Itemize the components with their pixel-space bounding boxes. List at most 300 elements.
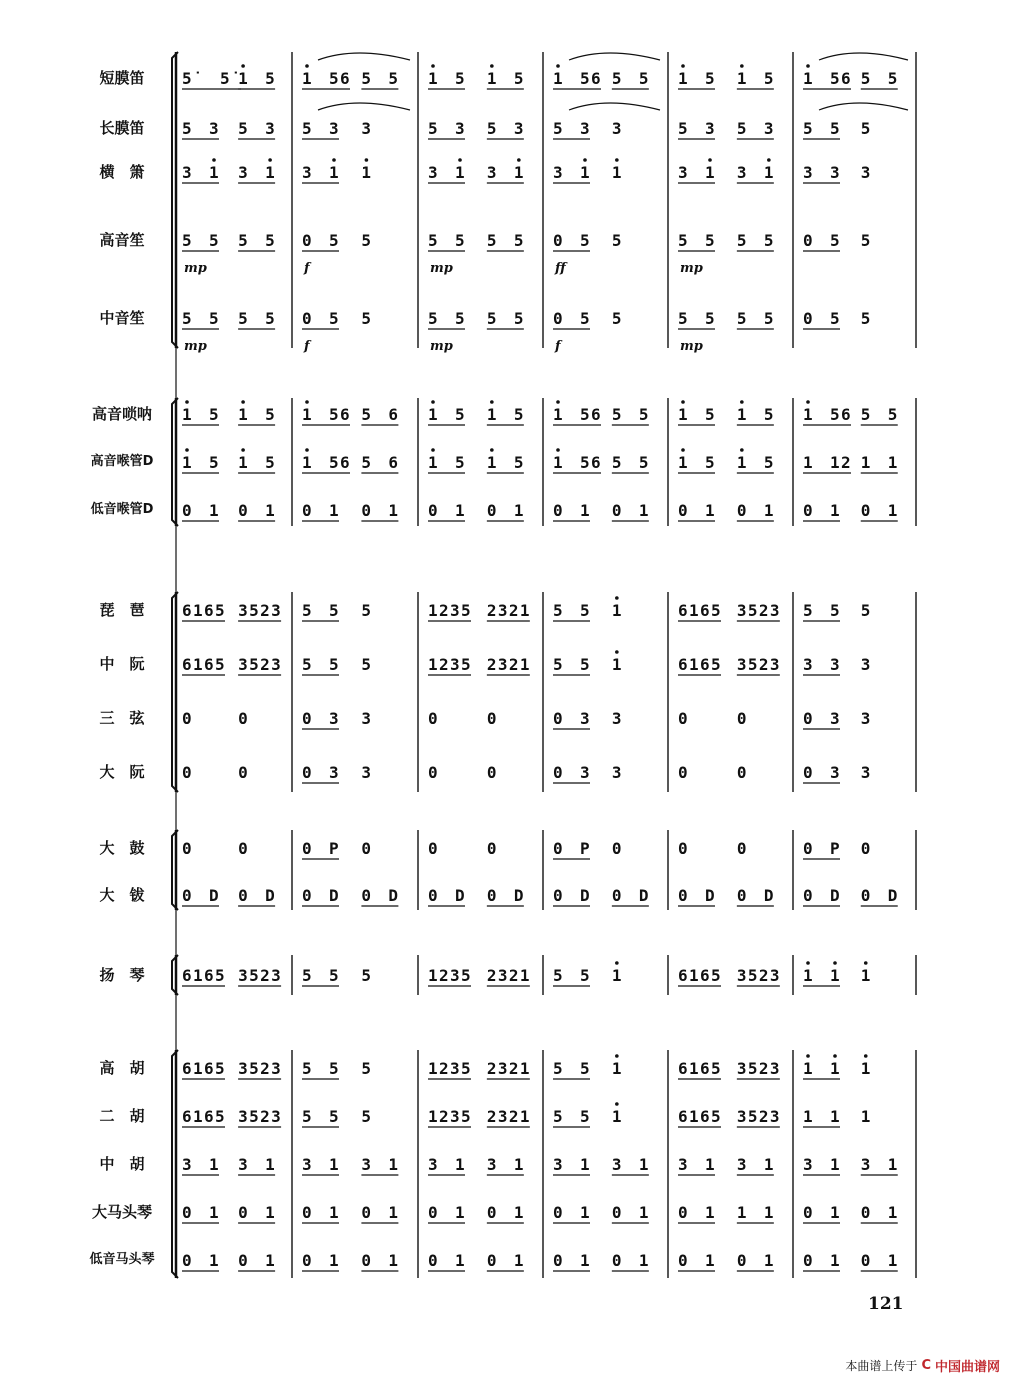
note-digit: 0 bbox=[803, 709, 813, 728]
octave-dot bbox=[365, 158, 369, 162]
note-digit: 1 bbox=[455, 163, 465, 182]
note-digit: 5 bbox=[329, 966, 339, 985]
note-digit: 5 bbox=[361, 655, 372, 674]
site-logo-icon: C bbox=[921, 1358, 931, 1373]
note-digit: 1 bbox=[830, 1155, 840, 1174]
note-digit: 0 bbox=[803, 886, 813, 905]
note-digit: 5 bbox=[329, 69, 339, 88]
note-digit: 0 bbox=[553, 763, 563, 782]
note-digit: 6 bbox=[678, 1107, 688, 1126]
note-digit: 0 bbox=[182, 886, 192, 905]
note-digit: 3 bbox=[265, 119, 275, 138]
note-digit: 5 bbox=[580, 231, 590, 250]
note-digit: 1 bbox=[265, 1155, 275, 1174]
note-digit: 6 bbox=[204, 1059, 214, 1078]
note-digit: 6 bbox=[700, 601, 710, 620]
note-digit: 5 bbox=[860, 231, 871, 250]
dynamic-mark: mp bbox=[680, 339, 703, 354]
note-digit: 5 bbox=[553, 1059, 563, 1078]
note-digit: 1 bbox=[830, 1059, 840, 1078]
note-digit: 0 bbox=[428, 1251, 438, 1270]
note-digit: 5 bbox=[736, 309, 747, 328]
note-digit: 1 bbox=[265, 1251, 275, 1270]
note-digit: 2 bbox=[758, 1107, 769, 1126]
note-digit: 3 bbox=[450, 966, 460, 985]
note-digit: 5 bbox=[830, 69, 840, 88]
octave-dot bbox=[806, 1054, 810, 1058]
instrument-label: 长膜笛 bbox=[99, 119, 145, 137]
instrument-label: 高音喉管D bbox=[90, 454, 154, 469]
note-digit: 3 bbox=[302, 163, 312, 182]
note-digit: 1 bbox=[193, 601, 203, 620]
note-digit: 3 bbox=[182, 1155, 192, 1174]
note-digit: 0 bbox=[238, 839, 248, 858]
note-digit: 1 bbox=[830, 966, 840, 985]
note-digit: 5 bbox=[638, 405, 649, 424]
note-digit: 5 bbox=[461, 1059, 471, 1078]
note-digit: 5 bbox=[361, 309, 372, 328]
instrument-label: 中 阮 bbox=[99, 655, 145, 673]
note-digit: 5 bbox=[455, 453, 465, 472]
note-digit: 0 bbox=[803, 1251, 813, 1270]
note-digit: 1 bbox=[361, 163, 372, 182]
note-digit: 0 bbox=[182, 839, 192, 858]
note-digit: 0 bbox=[302, 309, 312, 328]
note-digit: 1 bbox=[860, 1059, 871, 1078]
note-digit: 2 bbox=[260, 1059, 270, 1078]
note-digit: 1 bbox=[302, 453, 312, 472]
note-digit: 1 bbox=[455, 501, 465, 520]
octave-dot bbox=[241, 448, 245, 452]
note-digit: 3 bbox=[428, 163, 438, 182]
note-digit: 5 bbox=[209, 405, 219, 424]
note-digit: 3 bbox=[769, 601, 780, 620]
note-digit: 0 bbox=[302, 1251, 312, 1270]
note-digit: 5 bbox=[209, 309, 219, 328]
note-digit: 3 bbox=[361, 709, 372, 728]
octave-dot bbox=[431, 400, 435, 404]
note-digit: 5 bbox=[238, 119, 248, 138]
note-digit: 5 bbox=[513, 405, 524, 424]
note-digit: 5 bbox=[329, 601, 339, 620]
note-digit: 2 bbox=[486, 655, 497, 674]
octave-dot bbox=[806, 64, 810, 68]
note-digit: 2 bbox=[508, 966, 519, 985]
note-digit: 5 bbox=[302, 119, 312, 138]
note-digit: 2 bbox=[486, 1059, 497, 1078]
note-digit: 0 bbox=[553, 501, 563, 520]
note-digit: 0 bbox=[553, 709, 563, 728]
tie-arc bbox=[819, 53, 908, 60]
note-digit: 5 bbox=[513, 453, 524, 472]
note-digit: 0 bbox=[611, 886, 622, 905]
octave-dot bbox=[615, 650, 619, 654]
note-digit: 5 bbox=[803, 119, 813, 138]
octave-dot bbox=[431, 64, 435, 68]
note-digit: 1 bbox=[763, 1251, 774, 1270]
note-digit: 1 bbox=[580, 1155, 590, 1174]
instrument-label: 大 钹 bbox=[99, 886, 145, 904]
note-digit: 1 bbox=[803, 966, 813, 985]
note-digit: 1 bbox=[238, 405, 248, 424]
octave-dot bbox=[681, 400, 685, 404]
note-digit: 0 bbox=[361, 1251, 372, 1270]
note-digit: 1 bbox=[486, 69, 497, 88]
note-digit: 3 bbox=[497, 601, 508, 620]
note-digit: 0 bbox=[553, 839, 563, 858]
note-digit: 1 bbox=[705, 1251, 715, 1270]
note-digit: 2 bbox=[758, 601, 769, 620]
note-digit: 5 bbox=[705, 453, 715, 472]
note-digit: 1 bbox=[689, 1107, 699, 1126]
note-digit: 6 bbox=[678, 655, 688, 674]
note-digit: 3 bbox=[182, 163, 192, 182]
note-digit: 3 bbox=[830, 655, 840, 674]
note-digit: P bbox=[580, 839, 590, 858]
note-digit: 5 bbox=[553, 119, 563, 138]
note-digit: 5 bbox=[215, 655, 225, 674]
note-digit: 5 bbox=[302, 1107, 312, 1126]
note-digit: 3 bbox=[769, 1107, 780, 1126]
note-digit: 5 bbox=[678, 231, 688, 250]
note-digit: 0 bbox=[736, 1251, 747, 1270]
note-digit: 5 bbox=[182, 119, 192, 138]
note-digit: 3 bbox=[736, 601, 747, 620]
note-digit: 3 bbox=[497, 1107, 508, 1126]
note-digit: 5 bbox=[638, 453, 649, 472]
note-digit: 5 bbox=[736, 119, 747, 138]
note-digit: 3 bbox=[271, 1059, 281, 1078]
note-digit: 0 bbox=[238, 501, 248, 520]
dynamic-mark: mp bbox=[184, 339, 207, 354]
note-digit: 1 bbox=[329, 1251, 339, 1270]
note-digit: 3 bbox=[302, 1155, 312, 1174]
note-digit: 6 bbox=[678, 601, 688, 620]
note-digit: 1 bbox=[388, 1251, 399, 1270]
note-digit: 1 bbox=[887, 1251, 898, 1270]
note-digit: 1 bbox=[580, 1251, 590, 1270]
note-digit: 1 bbox=[689, 655, 699, 674]
note-digit: 5 bbox=[580, 405, 590, 424]
note-digit: 1 bbox=[830, 1203, 840, 1222]
note-digit: 5 bbox=[611, 453, 622, 472]
note-digit: 0 bbox=[736, 839, 747, 858]
note-digit: 0 bbox=[553, 309, 563, 328]
instrument-label: 三 弦 bbox=[99, 709, 145, 727]
dynamic-mark: mp bbox=[184, 261, 207, 276]
note-digit: 5 bbox=[428, 119, 438, 138]
note-digit: 5 bbox=[860, 119, 871, 138]
note-digit: P bbox=[329, 839, 339, 858]
note-digit: 0 bbox=[486, 886, 497, 905]
instrument-label: 大 鼓 bbox=[99, 839, 145, 857]
octave-dot bbox=[583, 158, 587, 162]
note-digit: 6 bbox=[700, 1059, 710, 1078]
note-digit: 1 bbox=[513, 1155, 524, 1174]
note-digit: 5 bbox=[705, 69, 715, 88]
note-digit: 2 bbox=[758, 655, 769, 674]
note-digit: 3 bbox=[513, 119, 524, 138]
note-digit: 1 bbox=[830, 453, 840, 472]
note-digit: 3 bbox=[209, 119, 219, 138]
note-digit: 3 bbox=[580, 119, 590, 138]
note-digit: 5 bbox=[329, 231, 339, 250]
note-digit: 5 bbox=[763, 453, 774, 472]
note-digit: 3 bbox=[580, 709, 590, 728]
note-digit: 3 bbox=[860, 1155, 871, 1174]
octave-dot bbox=[185, 448, 189, 452]
note-digit: 0 bbox=[182, 1203, 192, 1222]
tie-arc bbox=[569, 103, 660, 110]
octave-dot bbox=[615, 1102, 619, 1106]
note-digit: 1 bbox=[238, 453, 248, 472]
note-digit: 5 bbox=[860, 69, 871, 88]
note-digit: 1 bbox=[830, 501, 840, 520]
instrument-label: 横 箫 bbox=[99, 163, 145, 181]
note-digit: D bbox=[830, 886, 840, 905]
note-digit: 1 bbox=[428, 1107, 438, 1126]
note-digit: 0 bbox=[182, 709, 192, 728]
note-digit: 3 bbox=[803, 655, 813, 674]
dynamic-mark: mp bbox=[430, 339, 453, 354]
note-digit: 1 bbox=[486, 453, 497, 472]
octave-dot bbox=[615, 158, 619, 162]
note-digit: 5 bbox=[830, 309, 840, 328]
note-digit: 3 bbox=[763, 119, 774, 138]
note-digit: D bbox=[580, 886, 590, 905]
note-digit: 1 bbox=[803, 1059, 813, 1078]
note-digit: 1 bbox=[329, 501, 339, 520]
note-digit: 1 bbox=[519, 966, 530, 985]
note-digit: 5 bbox=[830, 119, 840, 138]
note-digit: 3 bbox=[736, 1155, 747, 1174]
note-digit: 6 bbox=[678, 966, 688, 985]
note-digit: 1 bbox=[182, 453, 192, 472]
note-digit: 5 bbox=[209, 453, 219, 472]
note-digit: 1 bbox=[265, 1203, 275, 1222]
note-digit: 3 bbox=[553, 163, 563, 182]
note-digit: 3 bbox=[580, 763, 590, 782]
note-digit: 3 bbox=[769, 655, 780, 674]
note-digit: 0 bbox=[302, 501, 312, 520]
note-digit: 5 bbox=[638, 69, 649, 88]
note-digit: 5 bbox=[486, 309, 497, 328]
note-digit: 0 bbox=[361, 501, 372, 520]
note-digit: 0 bbox=[486, 1203, 497, 1222]
note-digit: 1 bbox=[678, 405, 688, 424]
note-digit: 5 bbox=[711, 1107, 721, 1126]
note-digit: 0 bbox=[486, 501, 497, 520]
note-digit: 6 bbox=[700, 655, 710, 674]
note-digit: 1 bbox=[238, 69, 248, 88]
note-digit: 5 bbox=[428, 309, 438, 328]
note-digit: 5 bbox=[553, 966, 563, 985]
octave-dot bbox=[185, 400, 189, 404]
note-digit: 6 bbox=[591, 69, 601, 88]
note-digit: 3 bbox=[769, 966, 780, 985]
note-digit: 5 bbox=[747, 1107, 758, 1126]
note-digit: 6 bbox=[204, 601, 214, 620]
note-digit: 3 bbox=[803, 1155, 813, 1174]
note-digit: 2 bbox=[439, 1107, 449, 1126]
note-digit: 3 bbox=[238, 1107, 248, 1126]
octave-dot bbox=[833, 1054, 837, 1058]
note-digit: 0 bbox=[182, 1251, 192, 1270]
note-digit: 0 bbox=[238, 1203, 248, 1222]
note-digit: 1 bbox=[388, 501, 399, 520]
note-digit: 5 bbox=[329, 453, 339, 472]
note-digit: 1 bbox=[803, 405, 813, 424]
octave-dot bbox=[241, 64, 245, 68]
note-digit: 2 bbox=[486, 601, 497, 620]
note-digit: 1 bbox=[860, 966, 871, 985]
note-digit: 3 bbox=[271, 655, 281, 674]
note-digit: 3 bbox=[736, 163, 747, 182]
note-digit: 0 bbox=[803, 501, 813, 520]
note-digit bbox=[234, 71, 237, 73]
note-digit: 1 bbox=[705, 1203, 715, 1222]
note-digit: 1 bbox=[611, 163, 622, 182]
note-digit: 0 bbox=[678, 1203, 688, 1222]
note-digit: 5 bbox=[361, 69, 372, 88]
note-digit: 3 bbox=[497, 1059, 508, 1078]
note-digit: 5 bbox=[302, 966, 312, 985]
note-digit: 5 bbox=[455, 405, 465, 424]
note-digit: 6 bbox=[340, 69, 350, 88]
octave-dot bbox=[305, 64, 309, 68]
note-digit: 1 bbox=[763, 163, 774, 182]
note-digit: 2 bbox=[758, 1059, 769, 1078]
note-digit: 3 bbox=[428, 1155, 438, 1174]
note-digit: 2 bbox=[508, 1059, 519, 1078]
note-digit: 2 bbox=[486, 966, 497, 985]
note-digit: 0 bbox=[182, 763, 192, 782]
note-digit: 1 bbox=[611, 1107, 622, 1126]
note-digit: 1 bbox=[209, 1155, 219, 1174]
note-digit: 3 bbox=[450, 1059, 460, 1078]
note-digit: 3 bbox=[361, 1155, 372, 1174]
note-digit: 1 bbox=[803, 453, 813, 472]
note-digit: 5 bbox=[361, 966, 372, 985]
note-digit: D bbox=[388, 886, 399, 905]
note-digit: 1 bbox=[736, 453, 747, 472]
note-digit: 0 bbox=[428, 1203, 438, 1222]
note-digit: 1 bbox=[638, 1155, 649, 1174]
note-digit: 1 bbox=[553, 405, 563, 424]
note-digit: 1 bbox=[803, 1107, 813, 1126]
note-digit: 1 bbox=[736, 405, 747, 424]
note-digit: 3 bbox=[497, 966, 508, 985]
note-digit: 5 bbox=[830, 405, 840, 424]
note-digit: 5 bbox=[580, 655, 590, 674]
note-digit: 1 bbox=[513, 1251, 524, 1270]
note-digit: 3 bbox=[238, 655, 248, 674]
note-digit: 5 bbox=[265, 231, 275, 250]
instrument-label: 中音笙 bbox=[99, 309, 145, 327]
note-digit: 5 bbox=[461, 1107, 471, 1126]
note-digit: 5 bbox=[763, 405, 774, 424]
note-digit: 5 bbox=[711, 966, 721, 985]
note-digit: 3 bbox=[450, 601, 460, 620]
note-digit: 3 bbox=[860, 709, 871, 728]
note-digit: 5 bbox=[361, 1107, 372, 1126]
note-digit: 1 bbox=[428, 69, 438, 88]
note-digit: 0 bbox=[238, 1251, 248, 1270]
note-digit: 6 bbox=[204, 966, 214, 985]
note-digit: 0 bbox=[553, 1251, 563, 1270]
note-digit: 1 bbox=[689, 1059, 699, 1078]
note-digit: 1 bbox=[830, 1107, 840, 1126]
note-digit: 3 bbox=[611, 1155, 622, 1174]
note-digit: 1 bbox=[580, 1203, 590, 1222]
note-digit: 0 bbox=[803, 1203, 813, 1222]
note-digit: 5 bbox=[580, 1059, 590, 1078]
note-digit: 5 bbox=[736, 231, 747, 250]
note-digit: 5 bbox=[860, 309, 871, 328]
note-digit: 6 bbox=[591, 453, 601, 472]
octave-dot bbox=[740, 448, 744, 452]
note-digit: 3 bbox=[329, 119, 339, 138]
note-digit: 1 bbox=[209, 163, 219, 182]
octave-dot bbox=[833, 961, 837, 965]
note-digit: 1 bbox=[329, 163, 339, 182]
note-digit: 6 bbox=[182, 655, 192, 674]
note-digit: 5 bbox=[238, 231, 248, 250]
note-digit: 3 bbox=[238, 1059, 248, 1078]
note-digit: 3 bbox=[455, 119, 465, 138]
note-digit: 3 bbox=[736, 1107, 747, 1126]
note-digit: 5 bbox=[887, 69, 898, 88]
note-digit: 3 bbox=[736, 966, 747, 985]
octave-dot bbox=[864, 961, 868, 965]
octave-dot bbox=[212, 158, 216, 162]
octave-dot bbox=[806, 400, 810, 404]
instrument-label: 扬 琴 bbox=[99, 966, 145, 984]
note-digit: 5 bbox=[249, 1059, 259, 1078]
note-digit: 5 bbox=[580, 966, 590, 985]
note-digit: 2 bbox=[260, 655, 270, 674]
note-digit: 5 bbox=[803, 601, 813, 620]
note-digit: 3 bbox=[860, 655, 871, 674]
note-digit: 5 bbox=[513, 69, 524, 88]
note-digit: 1 bbox=[182, 405, 192, 424]
note-digit: 3 bbox=[329, 763, 339, 782]
site-logo-text[interactable]: 中国曲谱网 bbox=[934, 1360, 1000, 1375]
note-digit: 2 bbox=[260, 601, 270, 620]
note-digit: 1 bbox=[553, 69, 563, 88]
note-digit: 1 bbox=[513, 163, 524, 182]
note-digit: 1 bbox=[763, 501, 774, 520]
note-digit: 3 bbox=[238, 163, 248, 182]
note-digit: 5 bbox=[302, 1059, 312, 1078]
note-digit: 1 bbox=[265, 501, 275, 520]
note-digit: 6 bbox=[182, 601, 192, 620]
note-digit: 0 bbox=[678, 763, 688, 782]
note-digit: 0 bbox=[611, 839, 622, 858]
note-digit: 5 bbox=[513, 231, 524, 250]
octave-dot bbox=[864, 1054, 868, 1058]
note-digit: 5 bbox=[553, 601, 563, 620]
note-digit: D bbox=[513, 886, 524, 905]
note-digit: 1 bbox=[193, 966, 203, 985]
note-digit: 6 bbox=[388, 453, 399, 472]
note-digit: 5 bbox=[461, 966, 471, 985]
note-digit: 3 bbox=[705, 119, 715, 138]
note-digit: 3 bbox=[271, 1107, 281, 1126]
note-digit: 1 bbox=[611, 601, 622, 620]
note-digit: 3 bbox=[271, 601, 281, 620]
note-digit: 1 bbox=[763, 1155, 774, 1174]
